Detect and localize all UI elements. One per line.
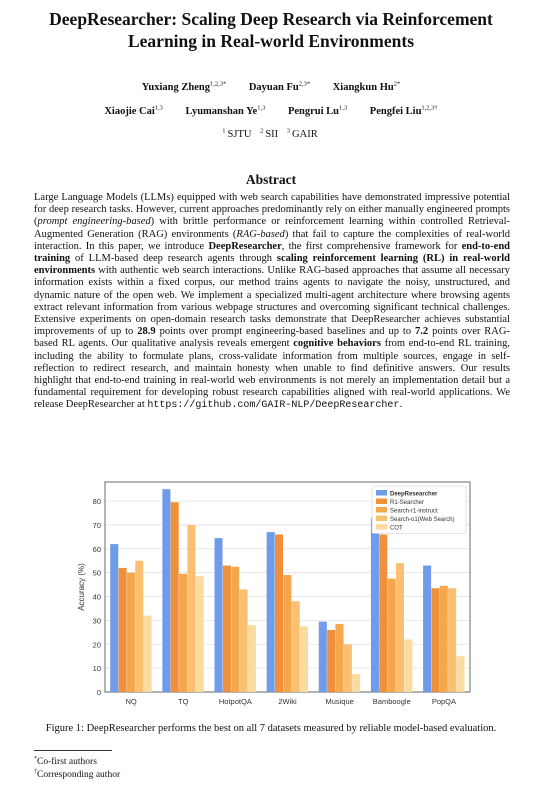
legend-label: Search-r1-instruct xyxy=(390,508,438,515)
authors-row-2 xyxy=(0,104,542,117)
bar xyxy=(431,588,439,692)
y-tick-label: 30 xyxy=(92,616,101,626)
bar xyxy=(423,566,431,692)
bar xyxy=(292,601,300,692)
abstract-heading: Abstract xyxy=(245,172,297,187)
bar xyxy=(223,566,231,692)
affiliation: $^3$ GAIR xyxy=(286,127,318,140)
bar xyxy=(127,573,135,692)
bar xyxy=(327,630,335,692)
y-tick-label: 10 xyxy=(92,664,101,674)
author: Xiangkun $Hu^{2*}$ xyxy=(332,80,401,93)
bar xyxy=(379,535,387,693)
accuracy-bar-chart xyxy=(75,480,475,712)
bar xyxy=(404,640,412,693)
bar xyxy=(352,674,360,692)
bar xyxy=(248,625,256,692)
bar xyxy=(162,489,170,692)
author: Dayuan $Fu^{2,3*}$ xyxy=(248,80,311,93)
footnote-rule xyxy=(34,750,112,751)
x-tick-label: TQ xyxy=(178,697,189,706)
repo-link[interactable]: https://github.com/GAIR-NLP/DeepResearcher xyxy=(147,400,400,412)
title-line-1: DeepResearcher: Scaling Deep Research via Reinforcement xyxy=(49,9,493,29)
bar xyxy=(179,574,187,692)
title-line-2: Learning in Real-world Environments xyxy=(127,31,414,51)
author: Xiaojie Cai$^{1,3}$ xyxy=(104,104,163,117)
y-tick-label: 20 xyxy=(92,640,101,650)
bar xyxy=(319,622,327,692)
bar xyxy=(344,644,352,692)
author: Pengrui Lu$^{1,3}$ xyxy=(287,104,348,117)
x-tick-label: PopQA xyxy=(431,697,457,706)
bar xyxy=(396,563,404,692)
y-tick-label: 80 xyxy=(92,497,101,507)
x-tick-label: 2Wiki xyxy=(278,697,297,706)
authors-row-1 xyxy=(0,80,542,93)
legend-label: R1-Searcher xyxy=(390,500,425,506)
legend-label: DeepResearcher xyxy=(390,491,438,498)
author: Pengfei Liu$^{1,2,3\dagger}$ xyxy=(369,104,438,117)
bar xyxy=(283,575,291,692)
footnote-corresponding: †Corresponding author xyxy=(34,769,121,781)
bar xyxy=(267,532,275,692)
bar xyxy=(388,579,396,692)
bar xyxy=(119,568,127,692)
bar xyxy=(240,589,248,692)
legend-swatch xyxy=(376,507,387,513)
bar xyxy=(187,525,195,692)
bar xyxy=(275,535,283,693)
figure-caption: Figure 1: DeepResearcher performs the best on all 7 datasets measured by reliable model-based evaluation. xyxy=(45,723,497,734)
author: Lyumanshan Ye$^{1,3}$ xyxy=(185,104,266,117)
bar xyxy=(196,576,204,692)
legend-label: Search-o1(Web Search) xyxy=(390,517,455,523)
x-tick-label: Bamboogle xyxy=(372,697,411,706)
bar xyxy=(448,588,456,692)
y-tick-label: 0 xyxy=(96,688,101,697)
bar xyxy=(171,502,179,692)
legend-swatch xyxy=(376,516,387,522)
bar xyxy=(456,656,464,692)
bar xyxy=(135,561,143,692)
affiliation: $^2$ SII xyxy=(260,127,279,140)
legend-swatch xyxy=(376,499,387,505)
abstract-body: Large Language Models (LLMs) equipped with web search capabilities have demonstrated impressive potential for deep research tasks. However, current approaches predominantly rely on either manually engineered prompts (prompt engineering-based) with brittle performance or reinforcement learning within controlled Retrieval-Augmented Generation (RAG) environments (RAG-based) that fail to capture the complexities of real-world interaction. In this paper, we introduce DeepResearcher, the first comprehensive framework for end-to-end training of LLM-based deep research agents through scaling reinforcement learning (RL) in real-world environments with authentic web search interactions. Unlike RAG-based approaches that assume all necessary information exists within a fixed corpus, our method trains agents to navigate the noisy, unstructured, and dynamic nature of the open web. We implement a specialized multi-agent architecture where browsing agents extract relevant information from various webpage structures and overcoming significant technical challenges. Extensive experiments on open-domain research tasks demonstrate that DeepResearcher achieves substantial improvements of up to 28.9 points over prompt engineering-based baselines and up to 7.2 points over RAG-based RL agents. Our qualitative analysis reveals emergent cognitive behaviors from end-to-end RL training, including the ability to formulate plans, cross-validate information from multiple sources, engage in self-reflection to redirect research, and maintain honesty when unable to find definitive answers. Our results highlight that end-to-end training in real-world web environments is not merely an implementation detail but a fundamental requirement for developing robust research capabilities aligned with real-world applications. We release DeepResearcher at https://github.com/GAIR-NLP/DeepResearcher. xyxy=(34,192,511,412)
bar xyxy=(231,567,239,692)
y-tick-label: 40 xyxy=(92,592,101,602)
paper-title xyxy=(0,8,542,52)
y-tick-label: 60 xyxy=(92,544,101,554)
bar xyxy=(371,518,379,692)
footnote-cofirst: *Co-first authors xyxy=(34,756,97,768)
legend-swatch xyxy=(376,524,387,530)
bar xyxy=(300,626,308,692)
bar xyxy=(110,544,118,692)
bar xyxy=(440,586,448,692)
legend-swatch xyxy=(376,490,387,496)
y-axis-label: Accuracy (%) xyxy=(77,563,86,611)
x-tick-label: Musique xyxy=(325,697,354,706)
author: Yuxiang Zheng$^{1,2,3*}$ xyxy=(141,80,227,93)
legend-label: COT xyxy=(390,525,403,532)
affiliations xyxy=(0,127,542,140)
bar xyxy=(144,616,152,692)
bar xyxy=(335,624,343,692)
y-tick-label: 50 xyxy=(92,568,101,578)
bar xyxy=(215,538,223,692)
affiliation: $^1$ SJTU xyxy=(222,127,252,140)
x-tick-label: NQ xyxy=(125,697,137,706)
x-tick-label: HotpotQA xyxy=(218,697,252,706)
y-tick-label: 70 xyxy=(92,520,101,530)
